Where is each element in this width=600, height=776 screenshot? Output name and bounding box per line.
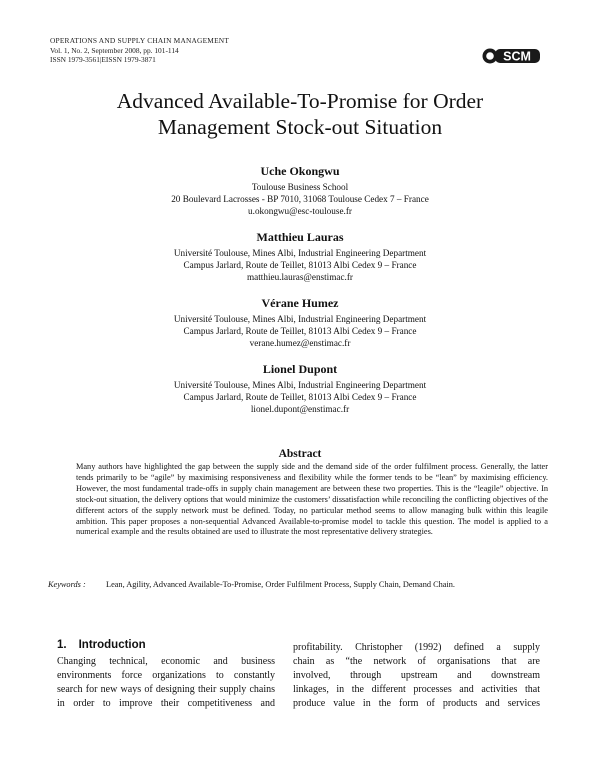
body-line: involved, through upstream and downstream — [293, 670, 540, 681]
author-email: lionel.dupont@enstimac.fr — [250, 404, 350, 414]
author-email: u.okongwu@esc-toulouse.fr — [248, 206, 352, 216]
abstract-text: Many authors have highlighted the gap between the supply side and the demand side of the order fulfilment process. Generally, the latter tends primarily to be “agile” by maximising responsiveness and flexibility while the former tends to be “lean” by maximising efficiency. However, the most fundamental trade-offs in supply chain management are between these two properties. This is the “leagile” objective. In stock-out situation, the delivery options that would minimize the customers’ dissatisfaction while reconciling the conflicting objectives of the different actors of the supply network must be defined. Today, no particular method seems to allow managing bulk within this leagile ambition. This paper proposes a non-sequential Advanced Available-to-promise model to tackle this question. The model is applied to a numerical example and the results obtained are used to illustrate the most representative delivery strategies. — [76, 462, 548, 537]
author-name: Lionel Dupont — [262, 362, 338, 376]
author-email: verane.humez@enstimac.fr — [249, 338, 351, 348]
body-line: chain as “the network of organisations that are — [293, 656, 540, 667]
issn-line: ISSN 1979-3561|EISSN 1979-3871 — [50, 55, 156, 65]
author-affiliation: Toulouse Business School — [251, 182, 349, 192]
author-address: Campus Jarlard, Route de Teillet, 81013 Albi Cedex 9 – France — [183, 326, 417, 336]
title-line-1: Advanced Available-To-Promise for Order — [116, 89, 484, 113]
author-address: Campus Jarlard, Route de Teillet, 81013 Albi Cedex 9 – France — [183, 260, 417, 270]
author-block — [40, 362, 560, 415]
author-block — [40, 296, 560, 349]
author-address: 20 Boulevard Lacrosses - BP 7010, 31068 Toulouse Cedex 7 – France — [171, 194, 429, 204]
author-block — [40, 164, 560, 217]
author-affiliation: Université Toulouse, Mines Albi, Industrial Engineering Department — [173, 248, 427, 258]
author-name: Uche Okongwu — [260, 164, 340, 178]
section-number: 1. — [57, 639, 67, 651]
section-heading — [57, 638, 146, 652]
abstract-heading: Abstract — [278, 448, 322, 460]
body-line: produce value in the form of products and services — [293, 698, 540, 709]
author-email: matthieu.lauras@enstimac.fr — [247, 272, 353, 282]
body-line: Changing technical, economic and business — [57, 656, 275, 667]
author-list — [40, 164, 560, 428]
body-line: profitability. Christopher (1992) defined a supply — [293, 642, 540, 653]
keywords-label: Keywords : — [48, 580, 86, 589]
body-line: search for new ways of designing their supply chains — [57, 684, 275, 695]
author-name: Matthieu Lauras — [256, 230, 344, 244]
volume-line: Vol. 1, No. 2, September 2008, pp. 101-114 — [50, 45, 179, 55]
title-line-2: Management Stock-out Situation — [157, 115, 443, 139]
body-line: in order to improve their competitiveness and — [57, 698, 275, 709]
journal-header — [50, 36, 229, 65]
author-address: Campus Jarlard, Route de Teillet, 81013 Albi Cedex 9 – France — [183, 392, 417, 402]
author-affiliation: Université Toulouse, Mines Albi, Industrial Engineering Department — [173, 314, 427, 324]
body-line: environments force organizations to constantly — [57, 670, 275, 681]
paper-title — [40, 88, 560, 140]
author-block — [40, 230, 560, 283]
oscm-logo-icon — [482, 46, 542, 66]
journal-name: OPERATIONS AND SUPPLY CHAIN MANAGEMENT — [50, 36, 230, 45]
keywords-text: Lean, Agility, Advanced Available-To-Promise, Order Fulfilment Process, Supply Chain, Demand Chain. — [106, 580, 455, 589]
oscm-logo-mark — [483, 49, 541, 64]
svg-text:SCM: SCM — [503, 49, 531, 64]
author-affiliation: Université Toulouse, Mines Albi, Industrial Engineering Department — [173, 380, 427, 390]
body-line: linkages, in the different processes and activities that — [293, 684, 540, 695]
keywords — [48, 579, 556, 590]
body-column-left — [57, 655, 275, 711]
body-column-right — [293, 641, 540, 711]
section-title: Introduction — [78, 639, 146, 651]
author-name: Vérane Humez — [261, 296, 339, 310]
